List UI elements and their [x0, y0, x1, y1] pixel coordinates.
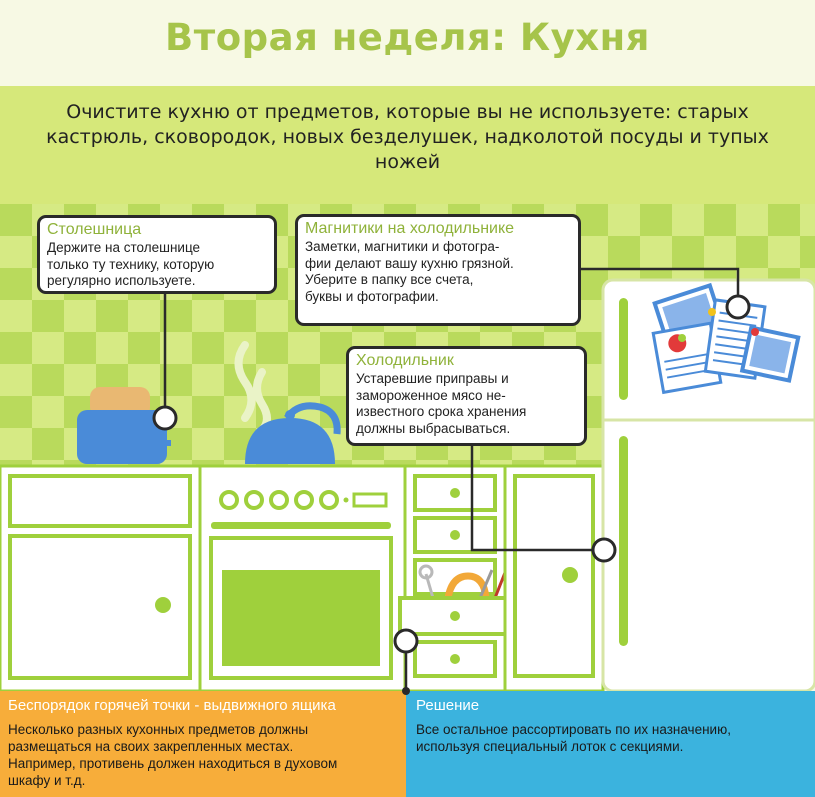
intro-text: Очистите кухню от предметов, которые вы не используете: старых кастрюль, сковородок, новых безделушек, надколотой посуды и тупых ножей	[46, 101, 769, 173]
callout-title: Магнитики на холодильнике	[305, 220, 515, 237]
callout-body: Держите на столешнице только ту технику, которую регулярно используете.	[47, 240, 215, 288]
callout-body: Заметки, магнитики и фотогра- фии делают вашу кухню грязной. Уберите в папку все счета, буквы и фотографии.	[305, 239, 514, 304]
page-title: Вторая неделя: Кухня	[165, 16, 650, 59]
solution-heading: Решение	[416, 697, 480, 714]
callout-fridge	[346, 346, 587, 446]
problem-heading: Беспорядок горячей точки - выдвижного ящика	[8, 697, 336, 714]
solution-body: Все остальное рассортировать по их назначению, используя специальный лоток с секциями.	[416, 722, 731, 754]
solution-panel	[408, 691, 813, 797]
callout-magnets	[295, 214, 581, 326]
callout-title: Холодильник	[356, 352, 454, 369]
problem-body: Несколько разных кухонных предметов должны размещаться на своих закрепленных местах. Например, противень должен находиться в духовом шкафу и т.д.	[8, 722, 338, 788]
oven	[200, 466, 405, 691]
callout-countertop	[37, 215, 277, 294]
callout-title: Столешница	[47, 221, 142, 238]
callout-body: Устаревшие приправы и замороженное мясо не- известного срока хранения должны выбрасываться.	[356, 371, 527, 436]
problem-panel	[0, 691, 406, 797]
